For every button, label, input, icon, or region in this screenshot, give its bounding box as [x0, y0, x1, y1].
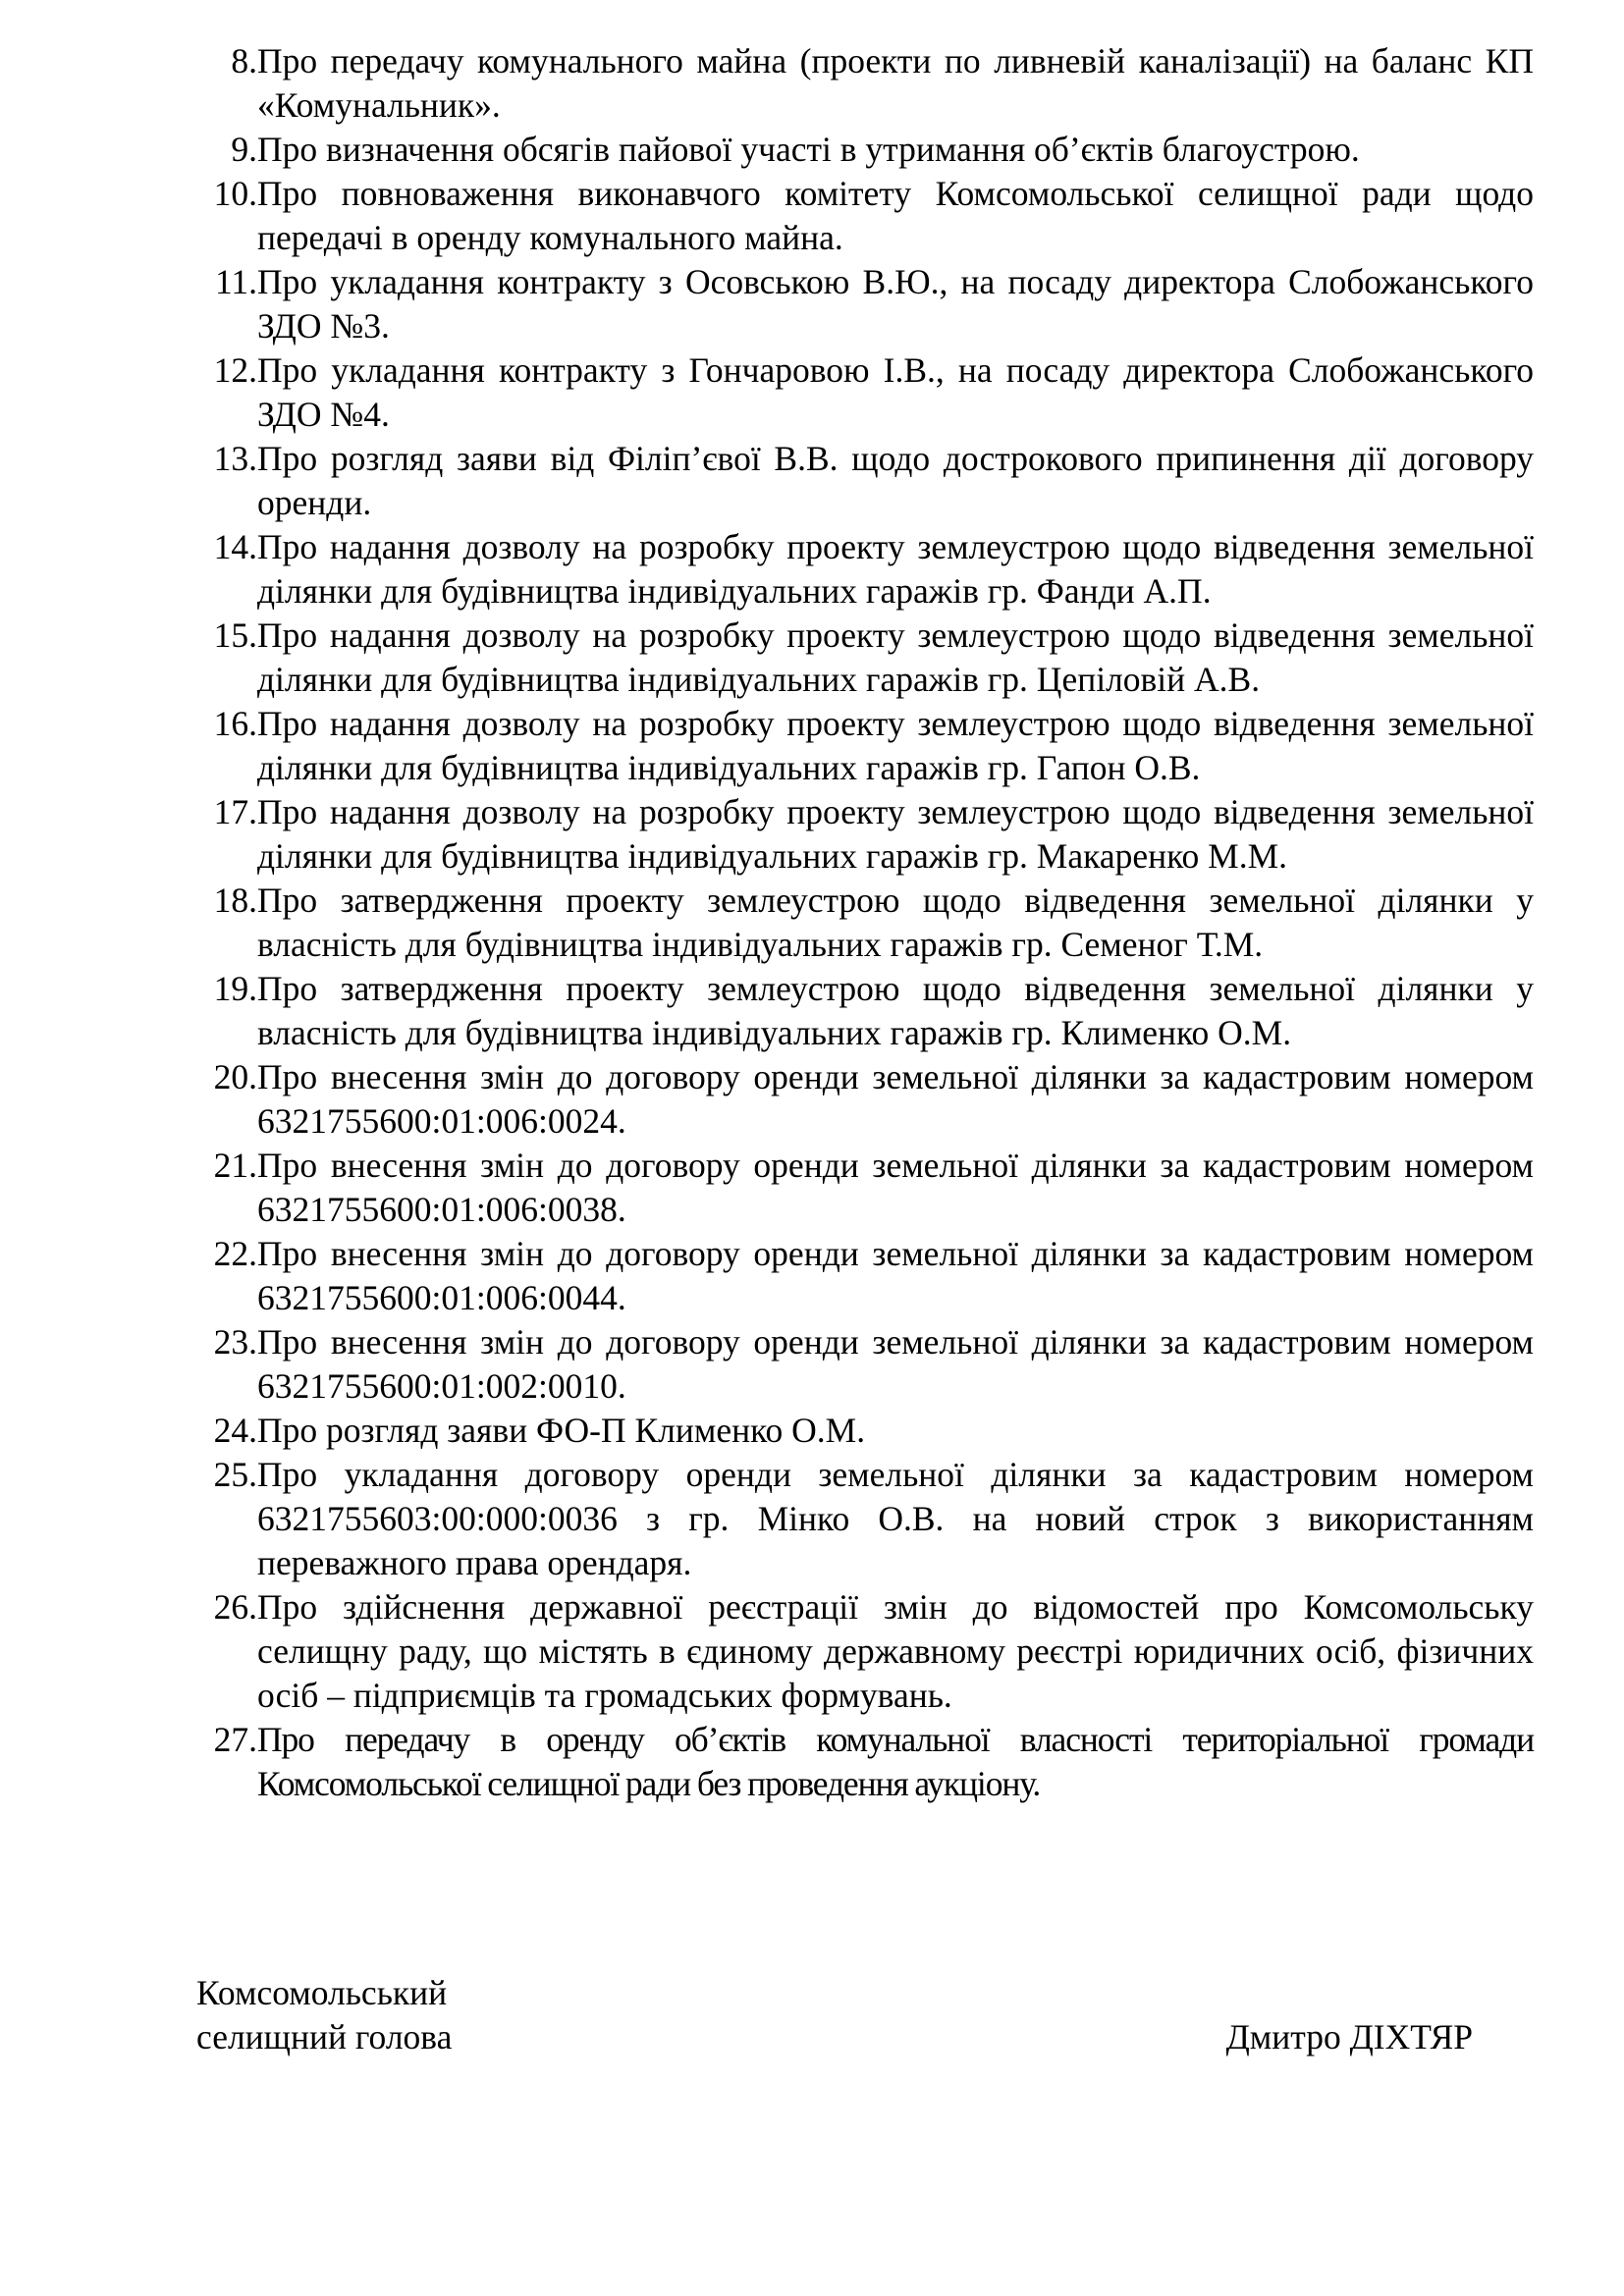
agenda-item-number: 25.: [213, 1455, 257, 1494]
agenda-item-19: [196, 967, 1534, 1055]
agenda-item-text: Про надання дозволу на розробку проекту землеустрою щодо відведення земельної ділянки для будівництва індивідуальних гаражів гр. Макаренко М.М.: [257, 792, 1534, 876]
agenda-item-text: Про розгляд заяви від Філіп’євої В.В. щодо дострокового припинення дії договору оренди.: [257, 439, 1534, 522]
agenda-item-text: Про укладання контракту з Гончаровою І.В., на посаду директора Слобожанського ЗДО №4.: [257, 350, 1534, 434]
agenda-item-21: [196, 1144, 1534, 1232]
agenda-item-17: [196, 790, 1534, 879]
agenda-item-number: 15.: [213, 615, 257, 655]
agenda-item-number: 26.: [213, 1587, 257, 1627]
agenda-item-8: [196, 39, 1534, 128]
agenda-item-number: 20.: [213, 1057, 257, 1096]
agenda-item-16: [196, 702, 1534, 790]
agenda-item-22: [196, 1232, 1534, 1320]
agenda-item-number: 17.: [213, 792, 257, 831]
signature-position-line-2: селищний голова: [196, 2017, 453, 2056]
agenda-item-20: [196, 1055, 1534, 1144]
agenda-item-text: Про надання дозволу на розробку проекту землеустрою щодо відведення земельної ділянки для будівництва індивідуальних гаражів гр. Фанди А.П.: [257, 527, 1534, 611]
agenda-item-number: 21.: [213, 1146, 257, 1185]
agenda-item-number: 16.: [213, 704, 257, 743]
agenda-item-text: Про передачу в оренду об’єктів комунальної власності територіальної громади Комсомольської селищної ради без проведення аукціону.: [257, 1720, 1534, 1803]
agenda-item-12: [196, 348, 1534, 437]
agenda-item-14: [196, 525, 1534, 614]
agenda-item-27: [196, 1718, 1534, 1806]
agenda-list: [196, 39, 1534, 1806]
agenda-item-number: 10.: [213, 174, 257, 213]
agenda-item-number: 24.: [213, 1411, 257, 1450]
agenda-item-24: [196, 1409, 1534, 1453]
agenda-item-text: Про здійснення державної реєстрації змін до відомостей про Комсомольську селищну раду, що містять в єдиному державному реєстрі юридичних осіб, фізичних осіб – підприємців та громадських формувань.: [257, 1587, 1534, 1715]
agenda-item-number: 8.: [231, 41, 257, 80]
signature-block: [196, 1971, 1473, 2059]
agenda-item-text: Про передачу комунального майна (проекти по ливневій каналізації) на баланс КП «Комунальник».: [257, 41, 1534, 125]
agenda-item-number: 12.: [213, 350, 257, 390]
agenda-item-9: [196, 128, 1534, 172]
agenda-item-13: [196, 437, 1534, 525]
agenda-item-number: 23.: [213, 1322, 257, 1362]
agenda-item-number: 22.: [213, 1234, 257, 1273]
agenda-item-text: Про повноваження виконавчого комітету Комсомольської селищної ради щодо передачі в оренду комунального майна.: [257, 174, 1534, 257]
agenda-item-text: Про затвердження проекту землеустрою щодо відведення земельної ділянки у власність для будівництва індивідуальних гаражів гр. Семеног Т.М.: [257, 881, 1534, 964]
agenda-item-26: [196, 1585, 1534, 1718]
signatory-name: Дмитро ДІХТЯР: [1225, 2017, 1473, 2056]
agenda-item-text: Про розгляд заяви ФО-П Клименко О.М.: [257, 1411, 866, 1450]
agenda-item-15: [196, 614, 1534, 702]
agenda-item-10: [196, 172, 1534, 260]
agenda-item-25: [196, 1453, 1534, 1585]
agenda-item-text: Про укладання контракту з Осовською В.Ю., на посаду директора Слобожанського ЗДО №3.: [257, 262, 1534, 346]
agenda-item-text: Про внесення змін до договору оренди земельної ділянки за кадастровим номером 6321755600:01:006:0044.: [257, 1234, 1534, 1317]
agenda-item-text: Про внесення змін до договору оренди земельної ділянки за кадастровим номером 6321755600:01:002:0010.: [257, 1322, 1534, 1406]
agenda-item-text: Про надання дозволу на розробку проекту землеустрою щодо відведення земельної ділянки для будівництва індивідуальних гаражів гр. Гапон О.В.: [257, 704, 1534, 787]
agenda-item-text: Про затвердження проекту землеустрою щодо відведення земельної ділянки у власність для будівництва індивідуальних гаражів гр. Клименко О.М.: [257, 969, 1534, 1052]
agenda-item-text: Про укладання договору оренди земельної ділянки за кадастровим номером 6321755603:00:000:0036 з гр. Мінко О.В. на новий строк з використанням переважного права орендаря.: [257, 1455, 1534, 1582]
agenda-item-text: Про внесення змін до договору оренди земельної ділянки за кадастровим номером 6321755600:01:006:0024.: [257, 1057, 1534, 1141]
agenda-item-11: [196, 260, 1534, 348]
agenda-item-23: [196, 1320, 1534, 1409]
agenda-item-text: Про надання дозволу на розробку проекту землеустрою щодо відведення земельної ділянки для будівництва індивідуальних гаражів гр. Цепіловій А.В.: [257, 615, 1534, 699]
agenda-item-number: 18.: [213, 881, 257, 920]
agenda-item-number: 11.: [214, 262, 257, 301]
agenda-item-number: 14.: [213, 527, 257, 566]
agenda-item-number: 13.: [213, 439, 257, 478]
signature-position-line-1: Комсомольський: [196, 1973, 448, 2012]
agenda-item-number: 19.: [213, 969, 257, 1008]
agenda-item-number: 27.: [213, 1720, 257, 1759]
agenda-item-number: 9.: [231, 130, 257, 169]
agenda-item-text: Про внесення змін до договору оренди земельної ділянки за кадастровим номером 6321755600:01:006:0038.: [257, 1146, 1534, 1229]
agenda-item-18: [196, 879, 1534, 967]
agenda-item-text: Про визначення обсягів пайової участі в утримання об’єктів благоустрою.: [257, 130, 1360, 169]
